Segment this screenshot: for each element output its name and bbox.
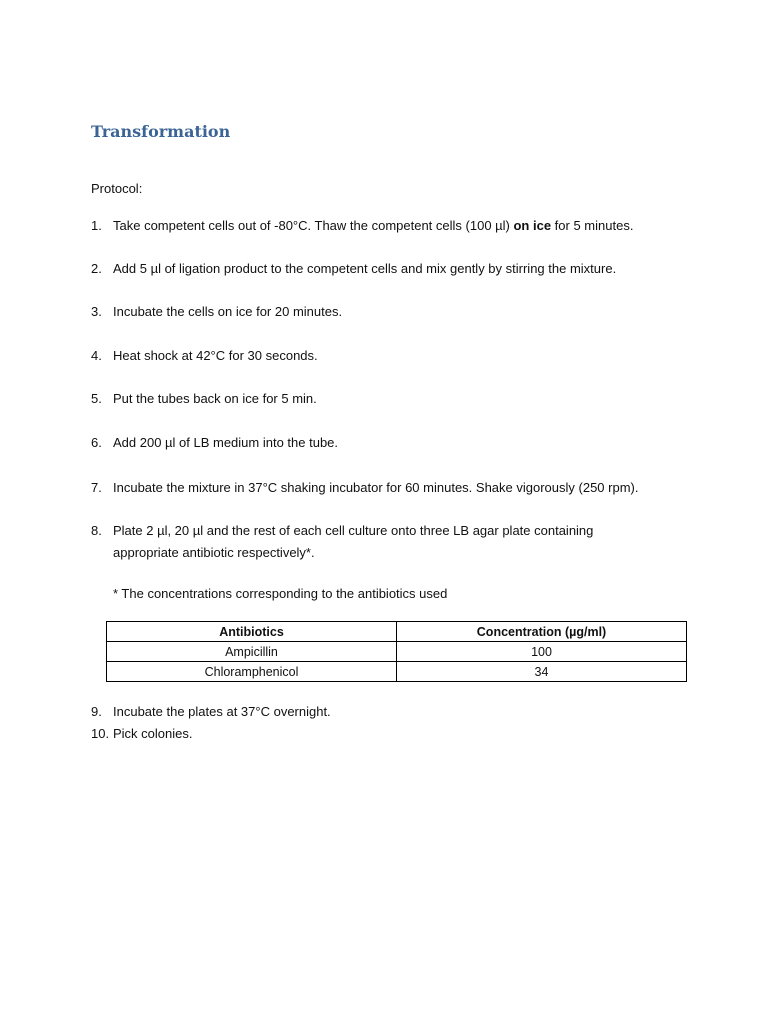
antibiotic-concentration-table	[106, 621, 687, 682]
column-header-antibiotics: Antibiotics	[107, 622, 397, 642]
table-cell: Chloramphenicol	[107, 662, 397, 682]
step-number: 5.	[91, 391, 102, 406]
step-text: Pick colonies.	[113, 726, 193, 741]
page-title: Transformation	[91, 122, 231, 141]
table-note: * The concentrations corresponding to the antibiotics used	[113, 586, 448, 601]
step-number: 3.	[91, 304, 102, 319]
step-number: 8.	[91, 523, 102, 538]
step-bold-text: on ice	[513, 218, 552, 233]
step-text: Add 5 µl of ligation product to the competent cells and mix gently by stirring the mixture.	[113, 261, 617, 276]
table-row	[107, 642, 687, 662]
step-text: Heat shock at 42°C for 30 seconds.	[113, 348, 318, 363]
step-text: Put the tubes back on ice for 5 min.	[113, 391, 317, 406]
table-row	[107, 662, 687, 682]
step-number: 1.	[91, 218, 102, 233]
step-text-continued: appropriate antibiotic respectively*.	[113, 545, 315, 560]
step-number: 6.	[91, 435, 102, 450]
step-text: Plate 2 µl, 20 µl and the rest of each cell culture onto three LB agar plate containing	[113, 523, 594, 538]
step-text: Incubate the mixture in 37°C shaking incubator for 60 minutes. Shake vigorously (250 rpm).	[113, 480, 639, 495]
step-number: 2.	[91, 261, 102, 276]
column-header-concentration: Concentration (µg/ml)	[397, 622, 687, 642]
step-text: Incubate the cells on ice for 20 minutes.	[113, 304, 343, 319]
table-cell: 100	[397, 642, 687, 662]
step-number: 9.	[91, 704, 102, 719]
step-text: Take competent cells out of -80°C. Thaw the competent cells (100 µl) on ice for 5 minutes.	[113, 218, 634, 233]
table-cell: 34	[397, 662, 687, 682]
step-text: Incubate the plates at 37°C overnight.	[113, 704, 331, 719]
table-cell: Ampicillin	[107, 642, 397, 662]
table-header-row	[107, 622, 687, 642]
step-number: 10.	[91, 726, 110, 741]
step-number: 4.	[91, 348, 102, 363]
protocol-label: Protocol:	[91, 181, 143, 196]
step-number: 7.	[91, 480, 102, 495]
step-text: Add 200 µl of LB medium into the tube.	[113, 435, 339, 450]
